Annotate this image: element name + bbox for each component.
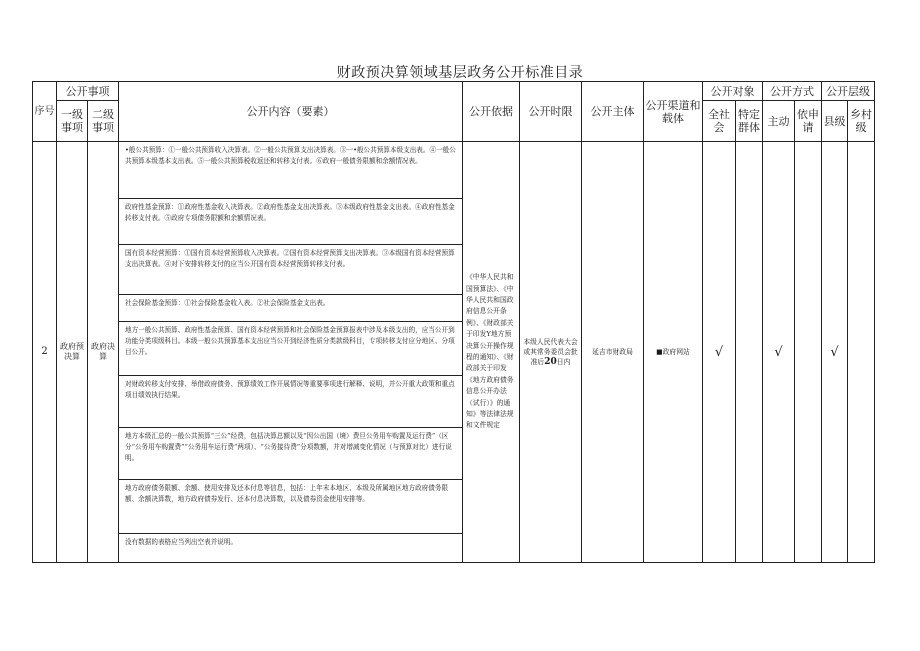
time-prefix: 本级人民代表大会或其常务委员会批准后 — [523, 338, 578, 366]
header-content: 公开内容（要素） — [119, 82, 463, 142]
row-seq: 2 — [33, 142, 57, 563]
basis-cell: 《中华人民共和国预算法》、《中华人民共和国政府信息公开条例》、《财政部关于印发Y地方预决算公开操作规程的通知》、《财政部关于印发《地方政府债务信息公开办法（试行）》的通知》等法律法规和文件规定 — [463, 142, 520, 563]
header-level-county: 县级 — [822, 101, 848, 142]
level-county-mark: √ — [822, 142, 848, 563]
page-title: 财政预决算领域基层政务公开标准目录 — [336, 65, 584, 81]
target-specific-mark — [736, 142, 763, 563]
content-item: 国有资本经营预算：①国有资本经营预算收入决算表。②国有资本经营预算支出决算表。③本级国有资本经营预算支出决算表。④对下安排转移支付的应当公开国有资本经营预算转移支付表。 — [119, 245, 463, 295]
content-item: •般公共预算：①一般公共预算收入决算表。②一般公共预算支出决算表。③一•般公共预算本级支出表。④一般公共预算本级基本支出表。⑤一般公共预算税收返还和转移支付表。⑥政府一般债务限额和余额情况表。 — [119, 142, 463, 199]
header-subject: 公开主体 — [582, 82, 644, 142]
time-suffix: 日内 — [556, 358, 571, 366]
content-item: 地方本级汇总的一般公共预算“三公”经费，包括决算总额以及“因公出国（境）费旦公务用车购置及运行费”（区分“公务用车购置费”“公务用车运行费”两项）、“公务接待费”分项数额，并对增减变化情况（与预算对比）进行说明。 — [119, 428, 463, 480]
header-basis: 公开依据 — [463, 82, 520, 142]
content-item: 地方一般公共预算、政府性基金预算、国有资本经营预算和社会保险基金预算报表中涉及本级支出的，应当公开到功能分类项级科目。本级一般公共预算基本支出应当公开到经济性质分类款级科目，专项转移支付应分地区、分项目公开。 — [119, 322, 463, 376]
header-method: 公开方式 — [763, 82, 822, 101]
row-item-l1: 政府预决算 — [57, 142, 88, 563]
time-number: 20 — [544, 357, 557, 367]
header-channel: 公开渠道和载体 — [644, 82, 703, 142]
header-seq: 序号 — [33, 82, 57, 142]
header-item-l2: 二级事项 — [88, 101, 119, 142]
content-item: 对财政转移支付安排、举借政府债务、预算绩效工作开展情况等重要事项进行解释、说明，并公开重大政策和重点项目绩效执行结果。 — [119, 376, 463, 428]
method-active-mark: √ — [763, 142, 795, 563]
level-township-mark — [848, 142, 875, 563]
header-target: 公开对象 — [703, 82, 763, 101]
header-target-all: 全社会 — [703, 101, 736, 142]
header-target-specific: 特定群体 — [736, 101, 763, 142]
catalog-table — [32, 81, 875, 563]
header-time: 公开时限 — [520, 82, 582, 142]
header-item-l1: 一级事项 — [57, 101, 88, 142]
channel-cell: ■政府网站 — [644, 142, 703, 563]
target-all-mark: √ — [703, 142, 736, 563]
header-level-township: 乡村级 — [848, 101, 875, 142]
content-item: 地方政府债务限额、余额、使用安排及还本付息等信息，包括：上年末本地区、本级及所属地区地方政府债务限额、余额决算数，地方政府债券发行、还本付息决算数，以及债券资金使用安排等。 — [119, 480, 463, 534]
row-item-l2: 政府决算 — [88, 142, 119, 563]
subject-cell: 延吉市财政局 — [582, 142, 644, 563]
header-method-apply: 依申请 — [795, 101, 822, 142]
time-cell — [520, 142, 582, 563]
method-apply-mark — [795, 142, 822, 563]
content-item: 社会保险基金预算：①社会保险基金收入表。②社会保险基金支出表。 — [119, 295, 463, 322]
content-item: 没有数据的表格应当列出空表并说明。 — [119, 534, 463, 563]
header-level: 公开层级 — [822, 82, 875, 101]
content-item: 政府性基金预算：①政府性基金收入决算表。②政府性基金支出决算表。③本级政府性基金支出表。④政府性基金转移支付表。⑤政府专项债务限额和余额情况表。 — [119, 199, 463, 245]
header-item: 公开事项 — [57, 82, 119, 101]
header-method-active: 主动 — [763, 101, 795, 142]
